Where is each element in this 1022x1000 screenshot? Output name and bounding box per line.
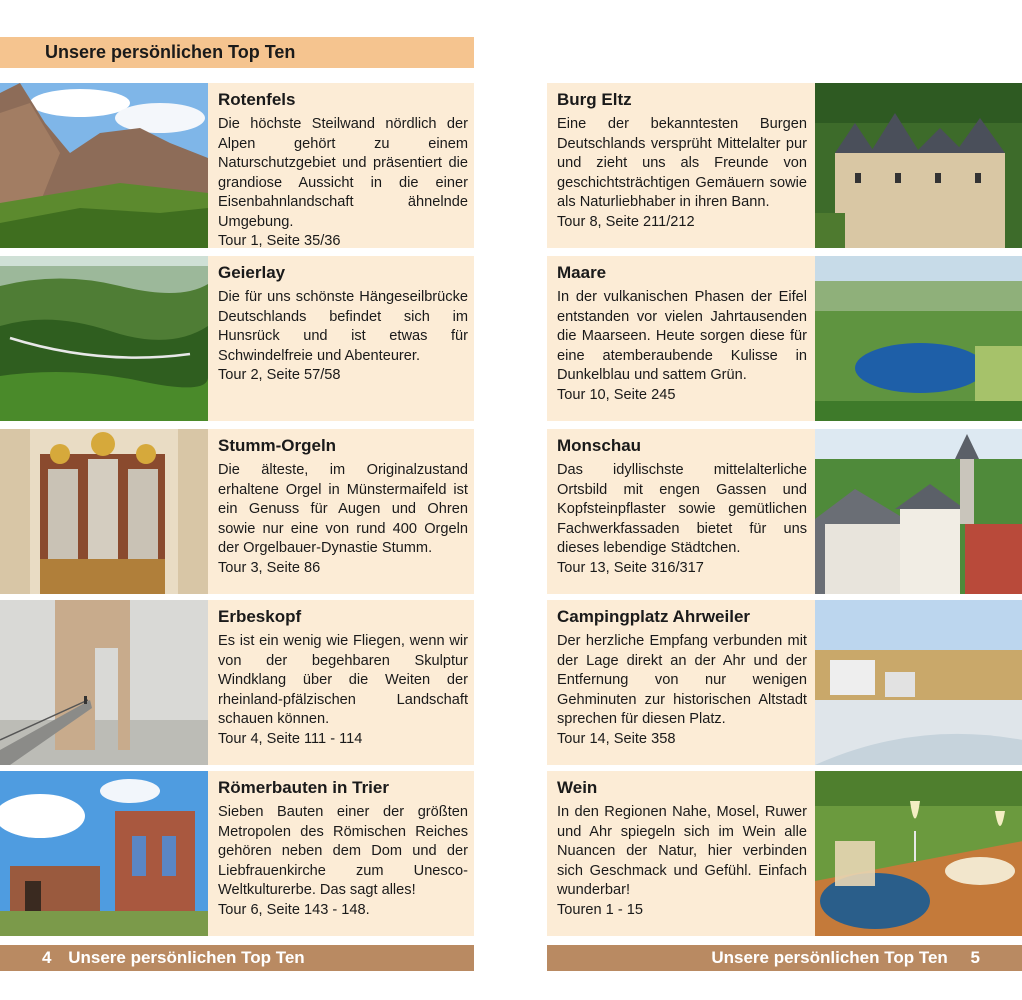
entry-monschau — [547, 429, 1022, 594]
entry-text — [218, 89, 468, 252]
page-header-title: Unsere persönlichen Top Ten — [45, 42, 296, 62]
entry-tour-ref: Tour 10, Seite 245 — [557, 386, 676, 403]
entry-title: Römerbauten in Trier — [218, 778, 389, 797]
entry-stumm-orgeln — [0, 429, 474, 594]
entry-tour-ref: Tour 4, Seite 111 - 114 — [218, 730, 363, 747]
footer-right — [547, 945, 1022, 971]
page-number-right: 5 — [970, 948, 980, 967]
entry-text — [218, 777, 468, 920]
entry-title: Wein — [557, 778, 598, 797]
entry-text — [557, 777, 807, 920]
entry-description: In den Regionen Nahe, Mosel, Ruwer und Ahr spiegeln sich im Wein alle Nuancen der Natur, hier verbinden sich Geschmack und Gefühl. Einfach wunderbar! — [557, 804, 807, 898]
campingplatz-photo — [815, 600, 1022, 765]
entry-tour-ref: Tour 6, Seite 143 - 148. — [218, 901, 370, 918]
entry-title: Erbeskopf — [218, 607, 302, 626]
entry-tour-ref: Tour 13, Seite 316/317 — [557, 559, 704, 576]
entry-title: Geierlay — [218, 263, 286, 282]
entry-maare — [547, 256, 1022, 421]
wein-photo — [815, 771, 1022, 936]
entry-text — [218, 262, 468, 386]
entry-description: Die höchste Steilwand nördlich der Alpen gehört zu einem Naturschutzgebiet und präsentiert die grandiose Aussicht in die einer Eisenbahnlandschaft ähnelnde Umgebung. — [218, 116, 468, 230]
entry-title: Campingplatz Ahrweiler — [557, 607, 751, 626]
footer-left — [0, 945, 474, 971]
entry-description: Es ist ein wenig wie Fliegen, wenn wir von der begehbaren Skulptur Windklang über die Weiten der rheinland-pfälzischen Landschaft schauen können. — [218, 633, 468, 727]
roemerbauten-photo — [0, 771, 208, 936]
entry-text — [557, 606, 807, 749]
entry-text — [557, 435, 807, 578]
footer-left-title: Unsere persönlichen Top Ten — [68, 948, 305, 967]
entry-description: Die älteste, im Originalzustand erhaltene Orgel in Münstermaifeld ist ein Genuss für Augen und Ohren sowie nur eine von rund 400 Orgeln der Orgelbauer-Dynastie Stumm. — [218, 462, 468, 556]
entry-tour-ref: Tour 14, Seite 358 — [557, 730, 676, 747]
entry-wein — [547, 771, 1022, 936]
erbeskopf-photo — [0, 600, 208, 765]
entry-title: Stumm-Orgeln — [218, 436, 337, 455]
entry-title: Burg Eltz — [557, 90, 632, 109]
maare-photo — [815, 256, 1022, 421]
entry-description: Das idyllischste mittelalterliche Ortsbild mit engen Gassen und Kopfsteinpflaster sowie gemütlichen Fachwerkfassaden bietet für uns dieses lebendige Städtchen. — [557, 462, 807, 556]
entry-tour-ref: Tour 8, Seite 211/212 — [557, 213, 695, 230]
entry-title: Rotenfels — [218, 90, 296, 109]
entry-description: Eine der bekanntesten Burgen Deutschlands versprüht Mittelalter pur und zieht uns als Freunde von geschichtsträchtigen Gemäuern sowie als Naturliebhaber in ihren Bann. — [557, 116, 807, 210]
page-header — [0, 37, 474, 68]
entry-tour-ref: Tour 2, Seite 57/58 — [218, 367, 341, 383]
entry-erbeskopf — [0, 600, 474, 765]
rotenfels-photo — [0, 83, 208, 248]
entry-text — [557, 262, 807, 405]
entry-description: Der herzliche Empfang verbunden mit der Lage direkt an der Ahr und der Entfernung von nur wenigen Gehminuten zur historischen Altstadt sprechen für diesen Platz. — [557, 633, 807, 727]
entry-burg-eltz — [547, 83, 1022, 248]
entry-description: In der vulkanischen Phasen der Eifel entstanden vor vielen Jahrtausenden die Maarseen. Heute sorgen diese für eine atemberaubende Kulisse in Dunkelblau und sattem Grün. — [557, 289, 807, 383]
entry-text — [218, 435, 468, 578]
geierlay-photo — [0, 256, 208, 421]
entry-rotenfels — [0, 83, 474, 248]
burg-eltz-photo — [815, 83, 1022, 248]
entry-tour-ref: Tour 1, Seite 35/36 — [218, 233, 341, 249]
page-number-left: 4 — [42, 948, 52, 967]
entry-text — [218, 606, 468, 749]
entry-campingplatz-ahrweiler — [547, 600, 1022, 765]
entry-text — [557, 89, 807, 232]
entry-description: Sieben Bauten einer der größten Metropolen des Römischen Reiches gehören neben dem Dom und der Liebfrauenkirche zum Unesco-Weltkulturerbe. Das sagt alles! — [218, 804, 468, 898]
entry-geierlay — [0, 256, 474, 421]
entry-title: Monschau — [557, 436, 642, 455]
footer-right-title: Unsere persönlichen Top Ten — [711, 948, 948, 967]
entry-roemerbauten — [0, 771, 474, 936]
entry-description: Die für uns schönste Hängeseilbrücke Deutschlands befindet sich im Hunsrück und ist etwas für Schwindelfreie und Abenteurer. — [218, 289, 468, 364]
entry-title: Maare — [557, 263, 607, 282]
stumm-orgeln-photo — [0, 429, 208, 594]
entry-tour-ref: Touren 1 - 15 — [557, 901, 643, 918]
monschau-photo — [815, 429, 1022, 594]
entry-tour-ref: Tour 3, Seite 86 — [218, 559, 321, 576]
